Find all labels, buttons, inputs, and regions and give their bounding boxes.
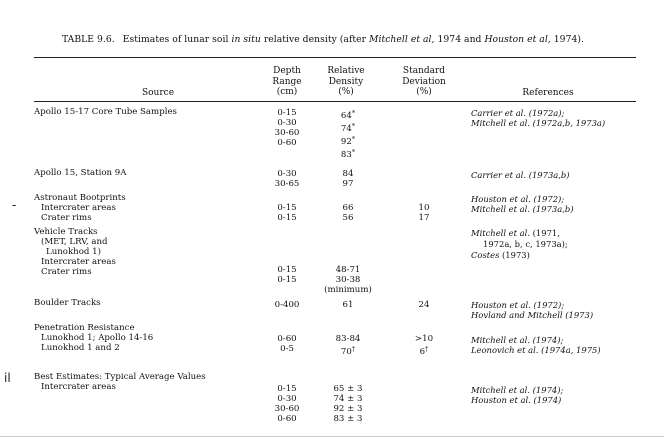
source-sub: Crater rims	[41, 213, 92, 223]
header-stdev	[392, 66, 456, 98]
reference-year: (1973)	[499, 250, 530, 260]
depth-value: 0-15	[277, 108, 297, 118]
caption-italic: in situ	[231, 34, 261, 45]
density-value	[326, 344, 370, 357]
reference-year: 1972a, b, c, 1973a);	[483, 239, 568, 249]
reference	[471, 228, 568, 239]
reference: Mitchell et al. (1974);	[471, 335, 564, 345]
header-density	[316, 66, 376, 98]
source-vehicle-tracks	[34, 227, 116, 277]
density-value: 84	[342, 169, 354, 179]
source-detail: Lunokhod 1)	[46, 247, 101, 257]
caption-ref-2: Houston et al,	[484, 34, 551, 45]
depth-value: 0-15	[277, 203, 297, 213]
margin-mark-text: il	[4, 371, 11, 385]
source-astronaut-bootprints	[34, 193, 126, 223]
density-value	[326, 134, 370, 147]
depth-value: 0-15	[277, 275, 297, 285]
density-value	[326, 108, 370, 121]
header-source: Source	[141, 88, 175, 98]
depth-value: 0-15	[277, 265, 297, 275]
source-title: Penetration Resistance	[34, 323, 135, 333]
header-depth-line-2: Range	[272, 76, 302, 87]
depth-boulder: 0-400	[274, 300, 300, 310]
header-depth-line-3: (cm)	[276, 87, 298, 97]
depth-list-apollo-15	[266, 169, 308, 189]
header-depth	[263, 66, 311, 98]
refs-best	[471, 385, 563, 405]
depth-value: 30-60	[274, 404, 300, 414]
reference	[471, 239, 568, 250]
density-number: 92	[340, 137, 352, 147]
depth-value: 30-60	[274, 128, 300, 138]
source-apollo-15-station-9a: Apollo 15, Station 9A	[34, 168, 127, 178]
caption-text: Estimates of lunar soil	[122, 34, 232, 45]
source-sub: Crater rims	[41, 267, 92, 277]
caption-text-3: 1974 and	[434, 34, 485, 45]
reference-author: Mitchell et al.	[471, 228, 530, 238]
density-list-bootprints	[326, 203, 370, 223]
refs-penetration	[471, 335, 601, 355]
table-header-rule	[34, 101, 636, 102]
depth-value: 0-5	[280, 344, 294, 354]
stdev-value: 17	[418, 213, 430, 223]
density-list-vehicle	[318, 265, 378, 295]
reference	[471, 250, 568, 261]
header-stdev-line-2: Deviation	[402, 76, 446, 87]
source-sub: Intercrater areas	[41, 382, 116, 392]
density-value: 56	[342, 213, 354, 223]
density-number: 70	[340, 347, 352, 357]
density-value: 83-84	[335, 334, 361, 344]
depth-value: 0-60	[277, 414, 297, 424]
depth-list-vehicle	[266, 265, 308, 285]
asterisk-marker: *	[351, 135, 356, 143]
asterisk-marker: *	[351, 148, 356, 156]
density-value: 97	[342, 179, 354, 189]
table-label: TABLE 9.6.	[62, 34, 115, 45]
asterisk-marker: *	[351, 109, 356, 117]
density-value: 74 ± 3	[333, 394, 363, 404]
stdev-list-bootprints	[408, 203, 440, 223]
density-number: 64	[340, 111, 352, 121]
page-bottom-edge	[0, 436, 664, 437]
reference: Leonovich et al. (1974a, 1975)	[471, 345, 601, 355]
header-references: References	[522, 88, 574, 98]
density-value	[326, 147, 370, 160]
density-value: 92 ± 3	[333, 404, 363, 414]
reference-year: (1971,	[530, 228, 560, 238]
source-apollo-15-17: Apollo 15-17 Core Tube Samples	[34, 107, 177, 117]
reference: Houston et al. (1972);	[471, 194, 565, 204]
stdev-list-penetration	[408, 334, 440, 357]
depth-value: 30-65	[274, 179, 300, 189]
reference: Hovland and Mitchell (1973)	[471, 310, 594, 320]
density-value	[326, 121, 370, 134]
dagger-marker: †	[425, 345, 429, 353]
source-title: Astronaut Bootprints	[34, 193, 126, 203]
depth-value: 0-30	[277, 118, 297, 128]
table-caption	[62, 34, 652, 45]
source-detail: (MET, LRV, and	[41, 237, 108, 247]
depth-list-best	[266, 384, 308, 424]
density-value: 48-71	[335, 265, 361, 275]
header-density-line-1: Relative	[327, 66, 365, 76]
asterisk-marker: *	[351, 122, 356, 130]
density-number: 83	[340, 150, 352, 160]
depth-list-bootprints	[266, 203, 308, 223]
depth-list-penetration	[266, 334, 308, 354]
caption-text-2: relative density (after	[260, 34, 370, 45]
reference: Houston et al. (1974)	[471, 395, 562, 405]
stdev-boulder: 24	[418, 300, 430, 310]
stdev-number: 6	[419, 347, 426, 357]
stdev-value	[408, 344, 440, 357]
depth-value: 0-60	[277, 334, 297, 344]
density-list-apollo-15	[326, 169, 370, 189]
stdev-value: >10	[414, 334, 434, 344]
dagger-marker: †	[351, 345, 356, 353]
depth-value: 0-30	[277, 394, 297, 404]
density-list-best	[320, 384, 376, 424]
source-title: Best Estimates: Typical Average Values	[34, 372, 206, 382]
refs-apollo-15: Carrier et al. (1973a,b)	[471, 170, 570, 180]
stdev-value: 10	[418, 203, 430, 213]
caption-text-4: 1974).	[550, 34, 584, 45]
density-boulder: 61	[342, 300, 354, 310]
refs-boulder	[471, 300, 593, 320]
table-top-rule	[34, 57, 636, 58]
refs-vehicle	[471, 228, 568, 261]
source-penetration-resistance	[34, 323, 153, 353]
caption-ref-1: Mitchell et al,	[369, 34, 435, 45]
source-best-estimates	[34, 372, 206, 392]
reference: Mitchell et al. (1972a,b, 1973a)	[471, 118, 606, 128]
header-stdev-line-3: (%)	[416, 87, 432, 97]
depth-value: 0-15	[277, 384, 297, 394]
source-sub: Intercrater areas	[41, 257, 116, 267]
density-value: 66	[342, 203, 354, 213]
density-value: 30-38	[335, 275, 361, 285]
source-sub: Lunokhod 1 and 2	[41, 343, 120, 353]
source-sub: Lunokhod 1; Apollo 14-16	[41, 333, 154, 343]
reference-author: Costes	[471, 250, 500, 260]
depth-value: 0-60	[277, 138, 297, 148]
header-stdev-line-1: Standard	[402, 66, 446, 76]
refs-bootprints	[471, 194, 574, 214]
header-density-line-2: Density	[328, 76, 364, 87]
density-list-apollo-15-17	[326, 108, 370, 160]
margin-mark-dash: -	[12, 198, 17, 212]
depth-value: 0-30	[277, 169, 297, 179]
refs-apollo-15-17	[471, 108, 605, 128]
source-boulder-tracks: Boulder Tracks	[34, 298, 101, 308]
reference: Mitchell et al. (1973a,b)	[471, 204, 574, 214]
source-title: Vehicle Tracks	[34, 227, 98, 237]
reference: Mitchell et al. (1974);	[471, 385, 564, 395]
header-density-line-3: (%)	[338, 87, 354, 97]
density-number: 74	[340, 124, 352, 134]
density-list-penetration	[326, 334, 370, 357]
reference: Houston et al. (1972);	[471, 300, 565, 310]
density-note: (minimum)	[324, 285, 372, 295]
header-depth-line-1: Depth	[273, 66, 301, 76]
density-value: 65 ± 3	[333, 384, 363, 394]
reference: Carrier et al. (1972a);	[471, 108, 565, 118]
density-value: 83 ± 3	[333, 414, 363, 424]
depth-list-apollo-15-17	[266, 108, 308, 148]
depth-value: 0-15	[277, 213, 297, 223]
source-sub: Intercrater areas	[41, 203, 116, 213]
